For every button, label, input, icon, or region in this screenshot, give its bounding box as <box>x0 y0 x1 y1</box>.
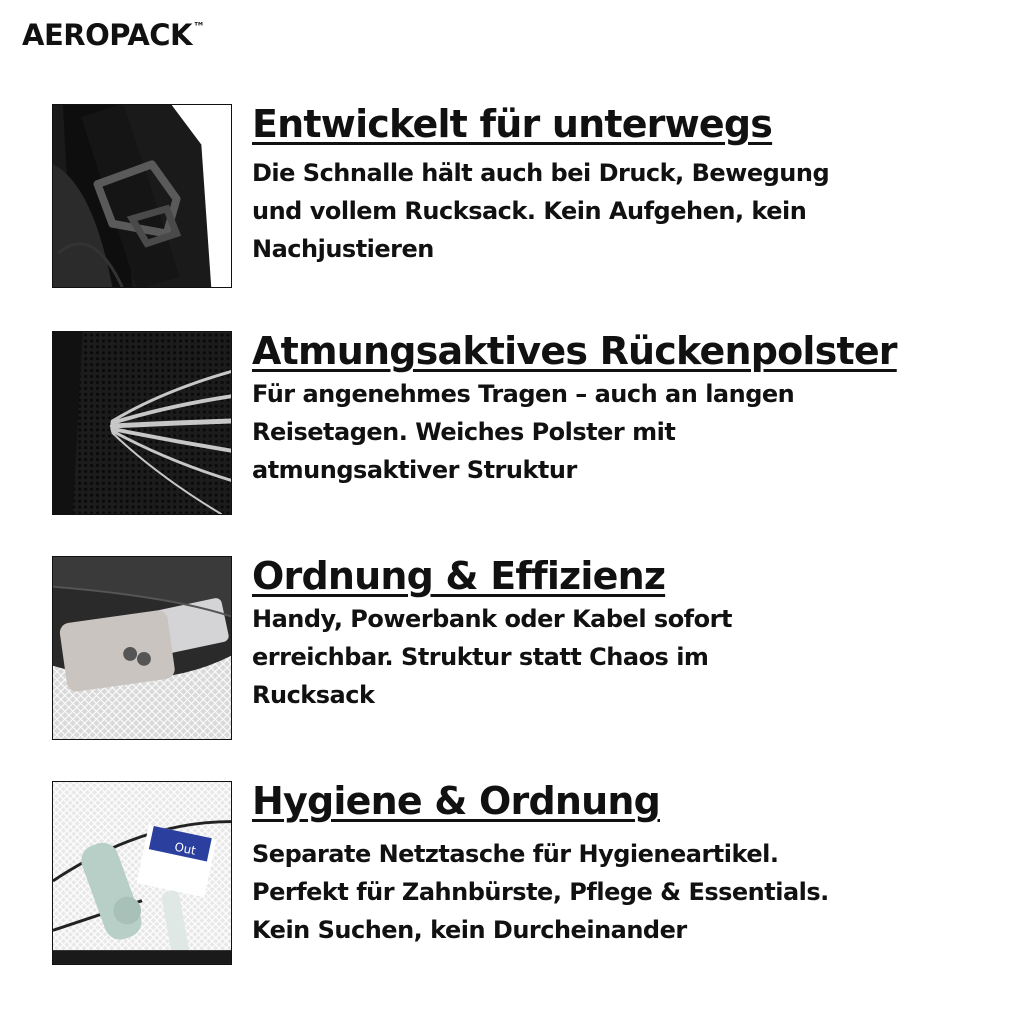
feature-description: Handy, Powerbank oder Kabel sofort erreichbar. Struktur statt Chaos im Rucksack <box>252 605 732 709</box>
feature-back-padding <box>52 331 992 521</box>
feature-heading: Entwickelt für unterwegs <box>252 102 773 146</box>
mesh-padding-image <box>53 332 231 514</box>
feature-hygiene <box>52 781 992 971</box>
product-label: Out <box>173 839 198 858</box>
buckle-photo <box>52 104 232 288</box>
feature-description: Die Schnalle hält auch bei Druck, Bewegung und vollem Rucksack. Kein Aufgehen, kein Nachjustieren <box>252 159 830 263</box>
mesh-pocket-photo <box>52 781 232 965</box>
feature-heading: Ordnung & Effizienz <box>252 554 666 598</box>
feature-buckle <box>52 104 992 294</box>
brand-logo <box>22 18 205 52</box>
toiletry-pocket-image <box>53 782 231 964</box>
feature-heading: Atmungsaktives Rückenpolster <box>252 329 897 373</box>
buckle-image <box>53 105 231 287</box>
feature-heading: Hygiene & Ordnung <box>252 779 660 823</box>
feature-description: Für angenehmes Tragen – auch an langen Reisetagen. Weiches Polster mit atmungsaktiver Struktur <box>252 380 795 484</box>
trademark-symbol: ™ <box>193 20 205 34</box>
feature-organization <box>52 556 992 746</box>
organizer-pocket-photo <box>52 556 232 740</box>
feature-description: Separate Netztasche für Hygieneartikel. Perfekt für Zahnbürste, Pflege & Essentials. Kein Suchen, kein Durcheinander <box>252 840 829 944</box>
back-padding-photo <box>52 331 232 515</box>
phone-pocket-image <box>53 557 231 739</box>
brand-name: AEROPACK <box>22 18 193 52</box>
